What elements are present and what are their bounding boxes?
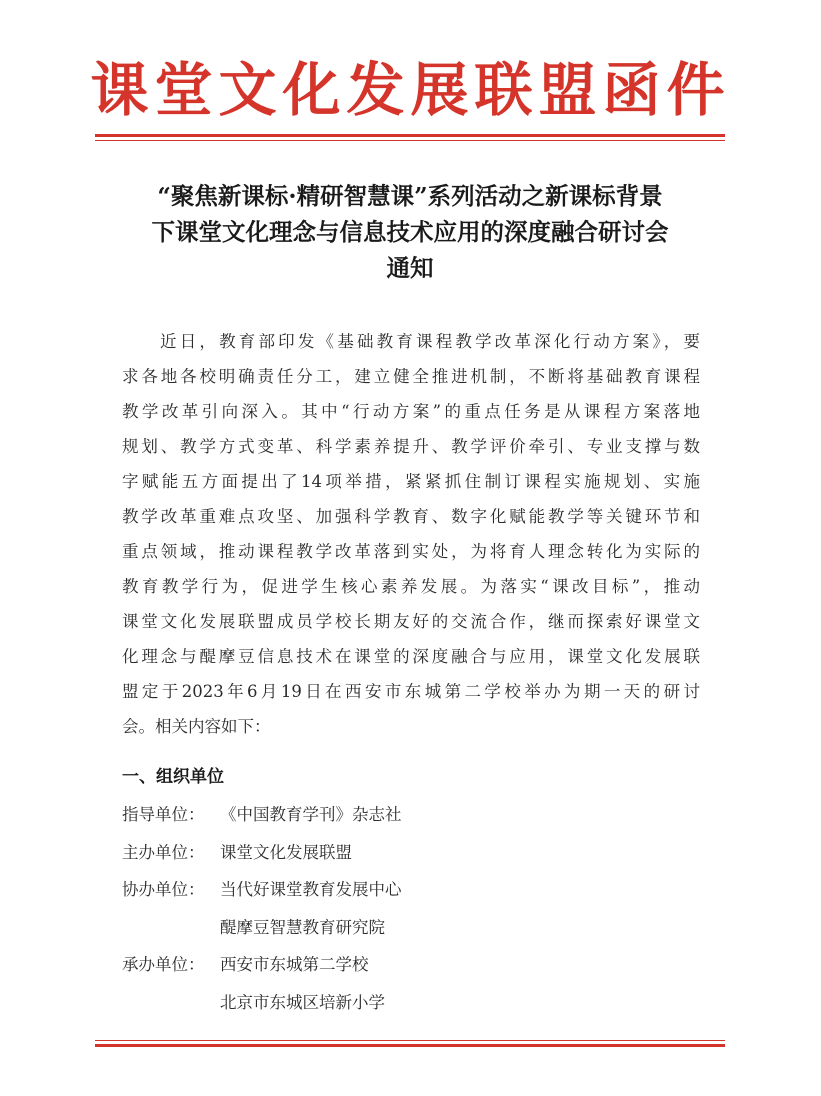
- notice-title-line: 通知: [386, 254, 434, 282]
- letterhead-title: 课堂文化发展联盟函件: [90, 56, 731, 124]
- organizer-row: [122, 796, 700, 834]
- notice-title: [95, 178, 725, 286]
- body-line: 教学改革引向深入。其中“行动方案”的重点任务是从课程方案落地: [122, 402, 700, 421]
- organizer-row: [122, 909, 700, 947]
- notice-title-line: 下课堂文化理念与信息技术应用的深度融合研讨会: [151, 218, 669, 246]
- organizer-value: 西安市东城第二学校: [220, 955, 369, 975]
- body-line: 化理念与醍摩豆信息技术在课堂的深度融合与应用，课堂文化发展联: [122, 647, 700, 666]
- body-line: 重点领域，推动课程教学改革落到实处，为将育人理念转化为实际的: [122, 542, 700, 561]
- organizer-row: [122, 871, 700, 909]
- body-line: 教学改革重难点攻坚、加强科学教育、数字化赋能教学等关键环节和: [122, 507, 700, 526]
- organizer-list: [122, 796, 700, 1022]
- body-line: 近日，教育部印发《基础教育课程教学改革深化行动方案》，要: [160, 332, 700, 351]
- organizer-label: 指导单位：: [122, 805, 205, 824]
- notice-body: [122, 324, 700, 744]
- body-line: 求各地各校明确责任分工，建立健全推进机制，不断将基础教育课程: [122, 367, 700, 386]
- organizer-label: 承办单位：: [122, 955, 205, 975]
- notice-title-line: “聚焦新课标·精研智慧课”系列活动之新课标背景: [157, 182, 663, 210]
- section-heading-organizers: 一、组织单位: [122, 767, 224, 787]
- organizer-value: 当代好课堂教育发展中心: [220, 880, 402, 900]
- organizer-row: [122, 984, 700, 1022]
- body-line: 盟定于2023年6月19日在西安市东城第二学校举办为期一天的研讨: [122, 682, 700, 701]
- letterhead-divider-top: [95, 134, 725, 141]
- organizer-row: [122, 946, 700, 984]
- organizer-label: 协办单位：: [122, 880, 205, 900]
- organizer-value: 课堂文化发展联盟: [220, 842, 352, 862]
- organizer-label: 主办单位：: [122, 842, 205, 862]
- organizer-row: [122, 834, 700, 872]
- body-line: 规划、教学方式变革、科学素养提升、教学评价牵引、专业支撑与数: [122, 437, 700, 456]
- body-line: 教育教学行为，促进学生核心素养发展。为落实“课改目标”，推动: [122, 577, 700, 596]
- letterhead-divider-bottom: [95, 1040, 725, 1047]
- organizer-value: 醍摩豆智慧教育研究院: [220, 917, 385, 937]
- body-line: 字赋能五方面提出了14项举措，紧紧抓住制订课程实施规划、实施: [122, 472, 700, 491]
- body-line: 会。相关内容如下：: [122, 717, 271, 736]
- organizer-value: 《中国教育学刊》杂志社: [220, 805, 402, 824]
- body-line: 课堂文化发展联盟成员学校长期友好的交流合作，继而探索好课堂文: [122, 612, 700, 631]
- organizer-value: 北京市东城区培新小学: [220, 992, 385, 1012]
